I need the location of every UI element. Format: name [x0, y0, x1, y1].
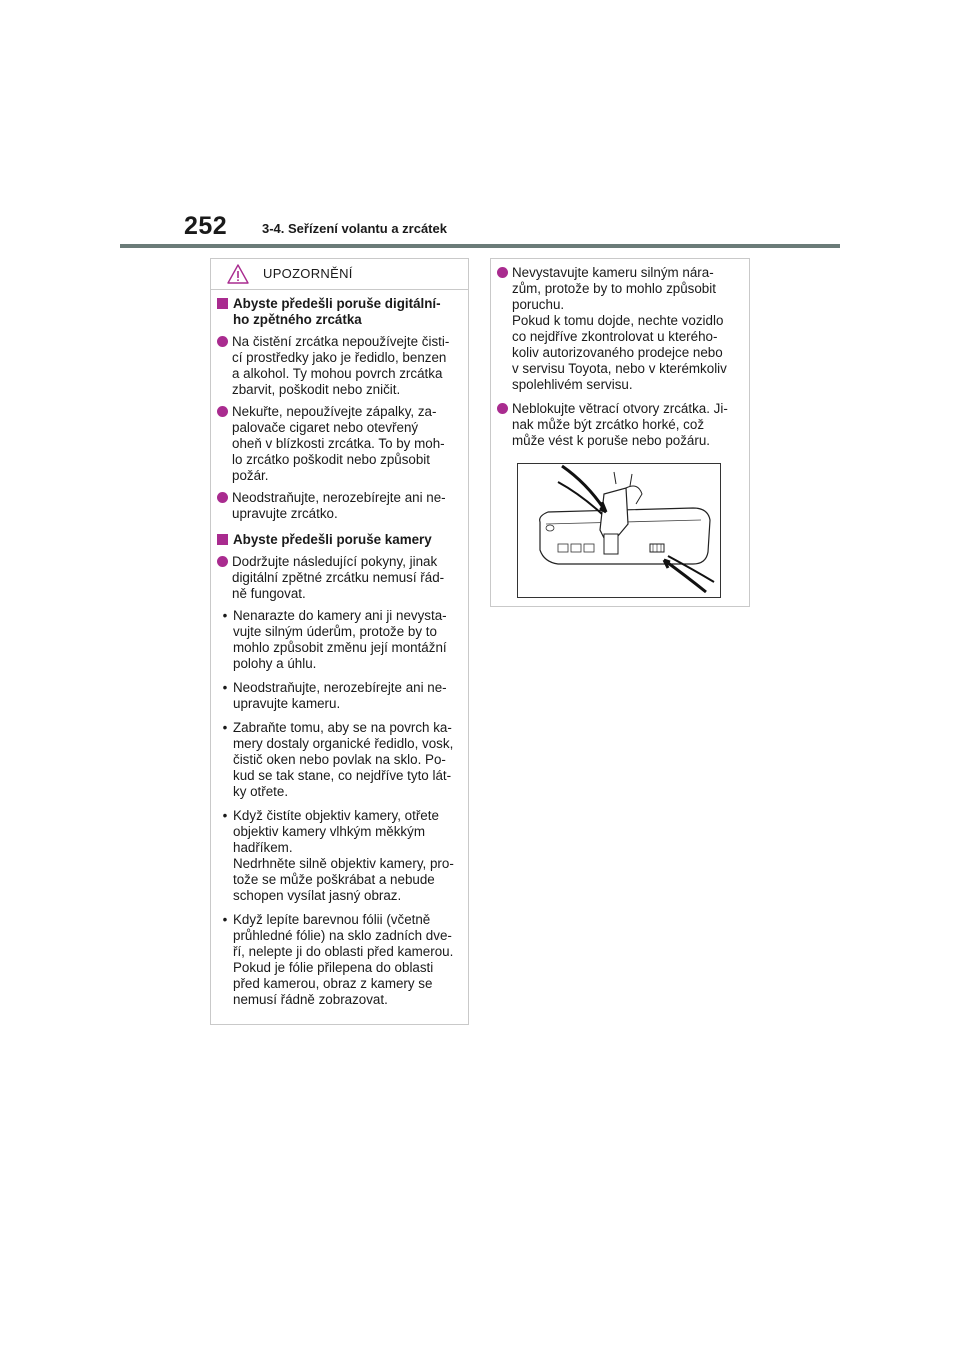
square-bullet-icon: [217, 534, 228, 545]
bullet-text: Nekuřte, nepoužívejte zápalky, za- palovače cigaret nebo otevřený oheň v blízkosti zrcátka. To by moh- lo zrcátko poškodit nebo způsobit požár.: [232, 404, 445, 483]
warning-header: [211, 259, 468, 290]
bullet-item: [497, 265, 743, 393]
sub-bullet-mark: •: [222, 912, 228, 927]
sub-item: [217, 608, 462, 672]
heading-text: Abyste předešli poruše digitální- ho zpětného zrcátka: [233, 296, 441, 327]
page-number: 252: [184, 212, 228, 240]
bullet-item: [217, 490, 462, 522]
heading-text: Abyste předešli poruše kamery: [233, 532, 432, 547]
warning-triangle-icon: [227, 264, 249, 284]
section-title: 3-4. Seřízení volantu a zrcátek: [262, 221, 447, 236]
bullet-item: [217, 334, 462, 398]
section-heading: [217, 532, 462, 548]
bullet-text: Neblokujte větrací otvory zrcátka. Ji- nak může být zrcátko horké, což může vést k poruše nebo požáru.: [512, 401, 728, 448]
circle-bullet-icon: [217, 492, 228, 503]
bullet-item: [217, 554, 462, 602]
bullet-text: Neodstraňujte, nerozebírejte ani ne- upravujte zrcátko.: [232, 490, 446, 521]
warning-box-right: [490, 258, 750, 607]
square-bullet-icon: [217, 298, 228, 309]
sub-text: Nenarazte do kamery ani ji nevysta- vujte silným úderům, protože by to mohlo způsobit změnu její montážní polohy a úhlu.: [233, 608, 447, 671]
sub-bullet-mark: •: [222, 608, 228, 623]
warning-box-left: [210, 258, 469, 1025]
warning-label: UPOZORNĚNÍ: [263, 266, 353, 281]
sub-text: Neodstraňujte, nerozebírejte ani ne- upravujte kameru.: [233, 680, 447, 711]
circle-bullet-icon: [217, 406, 228, 417]
sub-bullet-mark: •: [222, 680, 228, 695]
circle-bullet-icon: [497, 403, 508, 414]
bullet-item: [217, 404, 462, 484]
header-rule: [120, 244, 840, 248]
sub-bullet-mark: •: [222, 808, 228, 823]
sub-text: Když čistíte objektiv kamery, otřete objektiv kamery vlhkým měkkým hadříkem. Nedrhněte silně objektiv kamery, pro- tože se může poškrábat a nebude schopen vysílat jasný obraz.: [233, 808, 454, 903]
sub-item: [217, 912, 462, 1008]
sub-text: Zabraňte tomu, aby se na povrch ka- mery dostaly organické ředidlo, vosk, čistič oken nebo povlak na sklo. Po- kud se tak stane, co nejdříve tyto lát- ky otřete.: [233, 720, 454, 799]
bullet-text: Na čistění zrcátka nepoužívejte čisti- cí prostředky jako je ředidlo, benzen a alkohol. Ty mohou povrch zrcátka zbarvit, poškodit nebo zničit.: [232, 334, 450, 397]
sub-text: Když lepíte barevnou fólii (včetně průhledné fólie) na sklo zadních dve- ří, nelepte ji do oblasti před kamerou. Pokud je fólie přilepena do oblasti před kamerou, obraz z kamery se nemusí řádně zobrazovat.: [233, 912, 454, 1007]
bullet-text: Nevystavujte kameru silným nára- zům, protože by to mohlo způsobit poruchu. Pokud k tomu dojde, nechte vozidlo co nejdříve zkontrolovat u kterého- koliv autorizovaného prodejce nebo v servisu Toyota, nebo v kterémkoliv spolehlivém servisu.: [512, 265, 727, 392]
rear-view-mirror-vents-illustration: [518, 464, 722, 599]
sub-item: [217, 720, 462, 800]
bullet-text: Dodržujte následující pokyny, jinak digitální zpětné zrcátku nemusí řád- ně fungovat.: [232, 554, 445, 601]
sub-item: [217, 680, 462, 712]
section-heading: [217, 296, 462, 328]
bullet-item: [497, 401, 743, 449]
circle-bullet-icon: [217, 336, 228, 347]
circle-bullet-icon: [217, 556, 228, 567]
sub-item: [217, 808, 462, 904]
circle-bullet-icon: [497, 267, 508, 278]
mirror-illustration: [517, 463, 721, 598]
sub-bullet-mark: •: [222, 720, 228, 735]
